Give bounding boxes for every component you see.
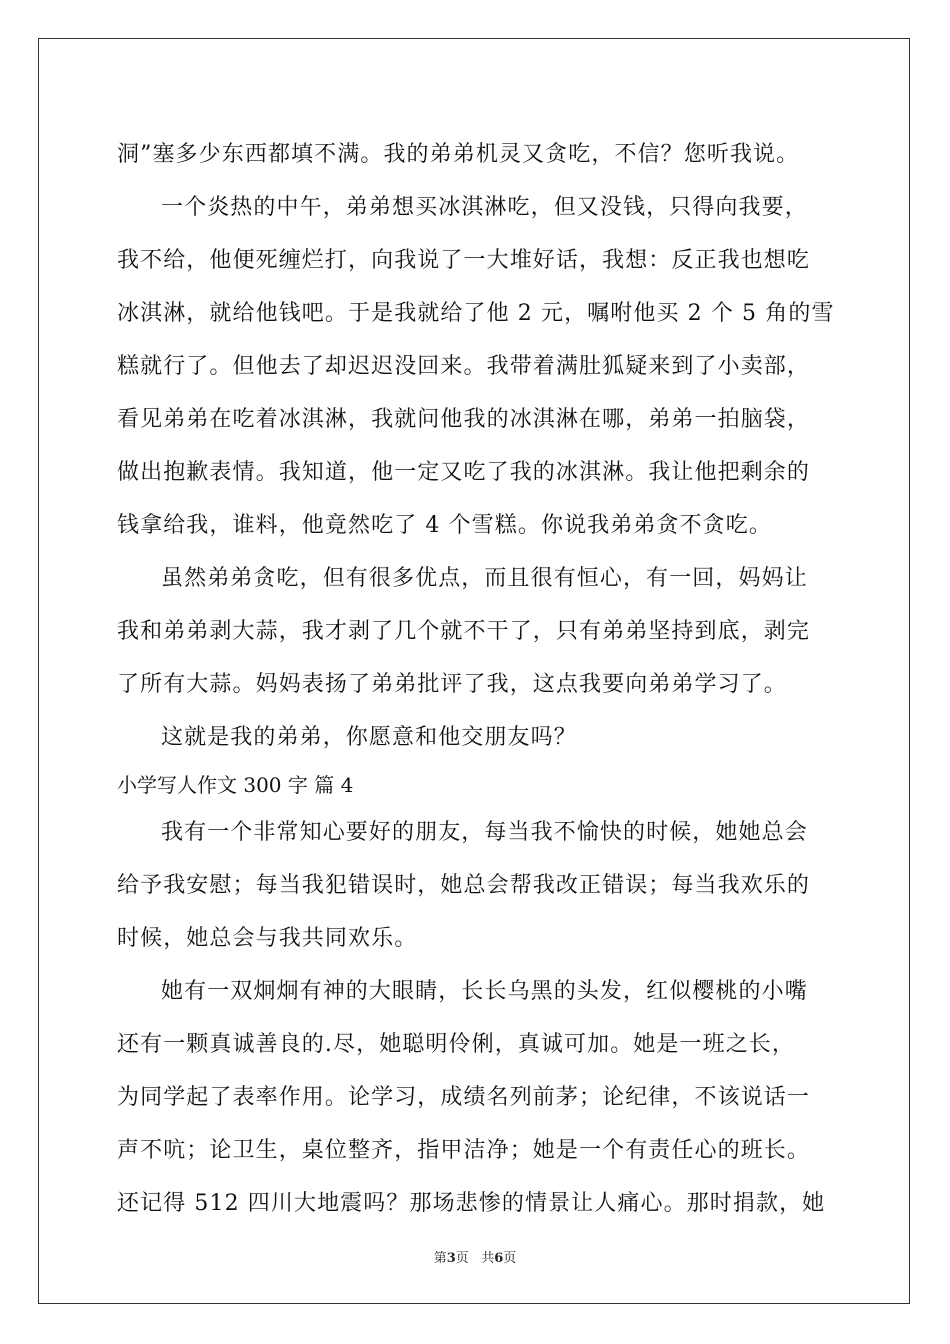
text-line: 洞”塞多少东西都填不满。我的弟弟机灵又贪吃，不信？您听我说。 (117, 142, 800, 167)
text-line: 了所有大蒜。妈妈表扬了弟弟批评了我，这点我要向弟弟学习了。 (117, 672, 787, 697)
text-line: 为同学起了表率作用。论学习，成绩名列前茅；论纪律，不该说话一 (117, 1085, 811, 1110)
text-line: 声不吭；论卫生，桌位整齐，指甲洁净；她是一个有责任心的班长。 (117, 1138, 811, 1163)
text-line: 这就是我的弟弟，你愿意和他交朋友吗？ (161, 725, 577, 750)
text-line: 给予我安慰；每当我犯错误时，她总会帮我改正错误；每当我欢乐的 (117, 873, 811, 898)
text-line: 我和弟弟剥大蒜，我才剥了几个就不干了，只有弟弟坚持到底，剥完 (117, 619, 811, 644)
footer-page-suffix: 页 (455, 1251, 469, 1266)
paragraph-block-1 (117, 128, 835, 764)
page-footer (0, 1247, 950, 1266)
text-line: 还有一颗真诚善良的.尽，她聪明伶俐，真诚可加。她是一班之长， (117, 1032, 795, 1057)
footer-total-suffix: 页 (503, 1251, 517, 1266)
text-line: 做出抱歉表情。我知道，他一定又吃了我的冰淇淋。我让他把剩余的 (117, 460, 811, 485)
text-line: 糕就行了。但他去了却迟迟没回来。我带着满肚狐疑来到了小卖部， (117, 354, 811, 379)
text-line: 我有一个非常知心要好的朋友，每当我不愉快的时候，她她总会 (161, 820, 808, 845)
footer-total-prefix: 共 (481, 1251, 495, 1266)
footer-page-prefix: 第 (433, 1251, 447, 1266)
document-body (117, 128, 835, 1230)
footer-page-number: 3 (446, 1251, 456, 1266)
text-line: 我不给，他便死缠烂打，向我说了一大堆好话，我想：反正我也想吃 (117, 248, 811, 273)
text-line: 她有一双炯炯有神的大眼睛，长长乌黑的头发，红似樱桃的小嘴 (161, 979, 808, 1004)
text-line: 一个炎热的中午，弟弟想买冰淇淋吃，但又没钱，只得向我要， (161, 195, 808, 220)
footer-total-pages: 6 (494, 1251, 504, 1266)
section-heading: 小学写人作文 300 字 篇 4 (117, 773, 354, 797)
paragraph-block-2 (117, 806, 835, 1230)
text-line: 冰淇淋，就给他钱吧。于是我就给了他 2 元，嘱咐他买 2 个 5 角的雪 (117, 301, 835, 326)
text-line: 还记得 512 四川大地震吗？那场悲惨的情景让人痛心。那时捐款，她 (117, 1191, 826, 1216)
text-line: 虽然弟弟贪吃，但有很多优点，而且很有恒心，有一回，妈妈让 (161, 566, 808, 591)
text-line: 时候，她总会与我共同欢乐。 (117, 926, 418, 951)
text-line: 看见弟弟在吃着冰淇淋，我就问他我的冰淇淋在哪，弟弟一拍脑袋， (117, 407, 811, 432)
text-line: 钱拿给我，谁料，他竟然吃了 4 个雪糕。你说我弟弟贪不贪吃。 (117, 513, 772, 538)
